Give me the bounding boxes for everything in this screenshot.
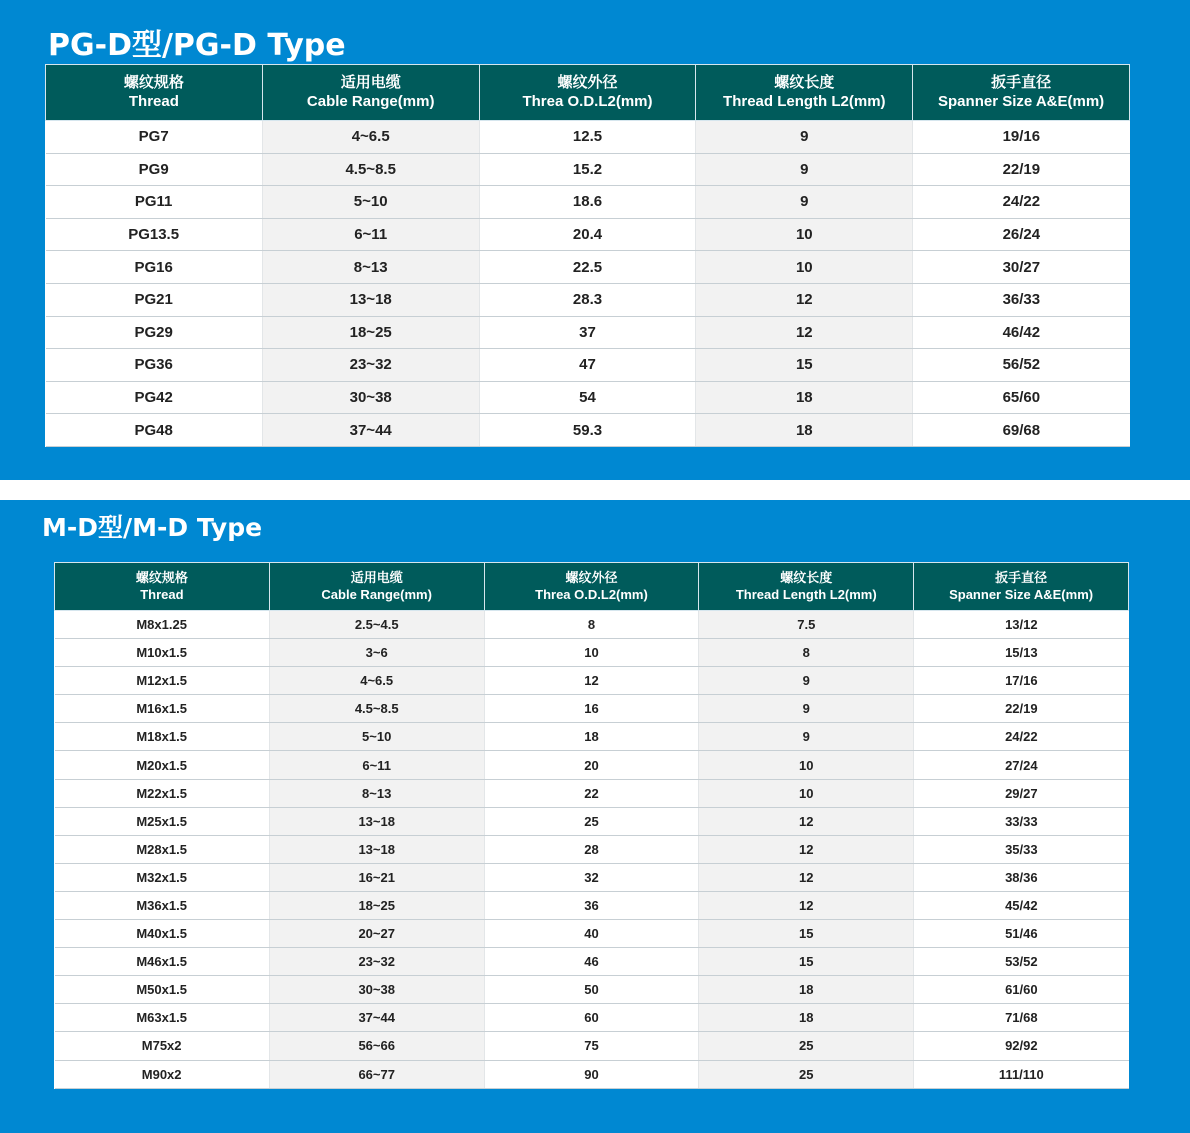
pg-d-spec-table (45, 64, 1130, 447)
header-zh: 适用电缆 (340, 73, 401, 91)
cell-thread-od: 20.4 (479, 218, 696, 251)
cell-thread: PG16 (46, 251, 263, 284)
cell-thread-length: 15 (699, 920, 914, 948)
cell-thread-length: 25 (699, 1060, 914, 1088)
cell-spanner-size: 36/33 (913, 283, 1130, 316)
cell-cable-range: 4~6.5 (269, 667, 484, 695)
cell-cable-range: 16~21 (269, 863, 484, 891)
cell-spanner-size: 61/60 (914, 976, 1129, 1004)
cell-thread: PG9 (46, 153, 263, 186)
table-row (55, 835, 1129, 863)
cell-thread: M18x1.5 (55, 723, 270, 751)
table-row (55, 891, 1129, 919)
cell-spanner-size: 51/46 (914, 920, 1129, 948)
cell-thread: M50x1.5 (55, 976, 270, 1004)
cell-thread-length: 12 (696, 316, 913, 349)
cell-spanner-size: 38/36 (914, 863, 1129, 891)
cell-thread-od: 47 (479, 349, 696, 382)
table-row (55, 611, 1129, 639)
header-en: Cable Range(mm) (306, 92, 435, 110)
cell-thread-od: 32 (484, 863, 699, 891)
header-zh: 螺纹外径 (557, 73, 618, 91)
header-en: Spanner Size A&E(mm) (938, 92, 1105, 110)
cell-spanner-size: 30/27 (913, 251, 1130, 284)
cell-thread-length: 8 (699, 639, 914, 667)
table-row (55, 1004, 1129, 1032)
header-zh: 螺纹规格 (123, 73, 184, 91)
header-cable-range (269, 563, 484, 611)
cell-cable-range: 23~32 (269, 948, 484, 976)
cell-thread: PG29 (46, 316, 263, 349)
table-row (55, 779, 1129, 807)
cell-thread: M90x2 (55, 1060, 270, 1088)
cell-thread-od: 36 (484, 891, 699, 919)
cell-thread-od: 75 (484, 1032, 699, 1060)
cell-thread: PG13.5 (46, 218, 263, 251)
cell-cable-range: 6~11 (269, 751, 484, 779)
cell-cable-range: 3~6 (269, 639, 484, 667)
cell-spanner-size: 15/13 (914, 639, 1129, 667)
table-row (55, 639, 1129, 667)
cell-thread-length: 18 (696, 414, 913, 447)
cell-thread-od: 16 (484, 695, 699, 723)
cell-spanner-size: 65/60 (913, 381, 1130, 414)
cell-spanner-size: 56/52 (913, 349, 1130, 382)
cell-spanner-size: 24/22 (913, 186, 1130, 219)
cell-spanner-size: 46/42 (913, 316, 1130, 349)
cell-thread: M16x1.5 (55, 695, 270, 723)
cell-thread-od: 8 (484, 611, 699, 639)
cell-spanner-size: 29/27 (914, 779, 1129, 807)
cell-spanner-size: 33/33 (914, 807, 1129, 835)
cell-thread-length: 12 (699, 891, 914, 919)
cell-thread-od: 60 (484, 1004, 699, 1032)
header-en: Thread (140, 586, 184, 602)
header-en: Thread Length L2(mm) (723, 92, 886, 110)
table-row (46, 218, 1130, 251)
cell-spanner-size: 69/68 (913, 414, 1130, 447)
cell-thread-od: 50 (484, 976, 699, 1004)
cell-thread-od: 12 (484, 667, 699, 695)
table-row (46, 186, 1130, 219)
cell-thread-od: 20 (484, 751, 699, 779)
m-d-panel (0, 500, 1190, 1133)
cell-cable-range: 18~25 (269, 891, 484, 919)
table-body (46, 121, 1130, 447)
table-row (55, 863, 1129, 891)
cell-thread-length: 15 (696, 349, 913, 382)
pg-d-panel (0, 0, 1190, 480)
m-d-title: M-D型/M-D Type (42, 513, 263, 542)
cell-cable-range: 66~77 (269, 1060, 484, 1088)
cell-cable-range: 13~18 (262, 283, 479, 316)
cell-thread-od: 22.5 (479, 251, 696, 284)
header-thread-od (484, 563, 699, 611)
cell-thread: PG11 (46, 186, 263, 219)
cell-spanner-size: 24/22 (914, 723, 1129, 751)
cell-thread-od: 15.2 (479, 153, 696, 186)
table-row (55, 695, 1129, 723)
cell-thread-length: 9 (699, 667, 914, 695)
cell-thread-length: 25 (699, 1032, 914, 1060)
cell-spanner-size: 45/42 (914, 891, 1129, 919)
cell-thread-od: 28.3 (479, 283, 696, 316)
table-row (46, 349, 1130, 382)
cell-thread: M75x2 (55, 1032, 270, 1060)
table-row (55, 948, 1129, 976)
header-zh: 螺纹规格 (135, 570, 188, 586)
header-en: Thread Length L2(mm) (735, 586, 877, 602)
cell-thread: PG42 (46, 381, 263, 414)
cell-cable-range: 8~13 (262, 251, 479, 284)
header-zh: 螺纹长度 (774, 73, 835, 91)
cell-thread-length: 9 (696, 153, 913, 186)
cell-cable-range: 6~11 (262, 218, 479, 251)
cell-thread-length: 15 (699, 948, 914, 976)
header-en: Cable Range(mm) (321, 586, 432, 602)
header-thread (55, 563, 270, 611)
header-thread (46, 65, 263, 121)
header-zh: 扳手直径 (995, 570, 1048, 586)
cell-spanner-size: 22/19 (914, 695, 1129, 723)
cell-cable-range: 5~10 (262, 186, 479, 219)
cell-thread: PG21 (46, 283, 263, 316)
table-row (55, 751, 1129, 779)
pg-d-title: PG-D型/PG-D Type (48, 28, 346, 63)
cell-cable-range: 37~44 (269, 1004, 484, 1032)
table-header-row (46, 65, 1130, 121)
cell-spanner-size: 22/19 (913, 153, 1130, 186)
cell-cable-range: 56~66 (269, 1032, 484, 1060)
cell-cable-range: 30~38 (262, 381, 479, 414)
cell-thread-length: 18 (699, 1004, 914, 1032)
cell-spanner-size: 13/12 (914, 611, 1129, 639)
cell-thread-od: 12.5 (479, 121, 696, 154)
cell-thread-length: 12 (699, 863, 914, 891)
header-thread-length (699, 563, 914, 611)
cell-thread-length: 10 (696, 251, 913, 284)
cell-cable-range: 5~10 (269, 723, 484, 751)
cell-thread-od: 40 (484, 920, 699, 948)
table-row (55, 920, 1129, 948)
table-row (55, 1032, 1129, 1060)
cell-thread-length: 9 (699, 723, 914, 751)
header-zh: 适用电缆 (350, 570, 403, 586)
cell-thread: M36x1.5 (55, 891, 270, 919)
cell-spanner-size: 92/92 (914, 1032, 1129, 1060)
header-thread-od (479, 65, 696, 121)
cell-thread-od: 37 (479, 316, 696, 349)
cell-spanner-size: 26/24 (913, 218, 1130, 251)
table-row (55, 667, 1129, 695)
header-zh: 扳手直径 (991, 73, 1052, 91)
cell-cable-range: 13~18 (269, 835, 484, 863)
header-spanner-size (913, 65, 1130, 121)
cell-thread-length: 9 (696, 121, 913, 154)
cell-spanner-size: 35/33 (914, 835, 1129, 863)
cell-cable-range: 4~6.5 (262, 121, 479, 154)
cell-thread: M46x1.5 (55, 948, 270, 976)
header-zh: 螺纹外径 (565, 570, 618, 586)
cell-cable-range: 4.5~8.5 (269, 695, 484, 723)
cell-thread: M28x1.5 (55, 835, 270, 863)
cell-thread-length: 12 (699, 835, 914, 863)
header-cable-range (262, 65, 479, 121)
cell-thread-length: 9 (696, 186, 913, 219)
cell-thread: M63x1.5 (55, 1004, 270, 1032)
cell-cable-range: 18~25 (262, 316, 479, 349)
cell-thread: M22x1.5 (55, 779, 270, 807)
cell-thread-od: 25 (484, 807, 699, 835)
header-en: Spanner Size A&E(mm) (949, 586, 1094, 602)
cell-thread: PG7 (46, 121, 263, 154)
table-row (55, 807, 1129, 835)
cell-spanner-size: 53/52 (914, 948, 1129, 976)
cell-thread-length: 18 (696, 381, 913, 414)
cell-thread-od: 10 (484, 639, 699, 667)
cell-thread-od: 22 (484, 779, 699, 807)
cell-thread-length: 10 (699, 779, 914, 807)
header-en: Thread (128, 92, 179, 110)
cell-thread-od: 46 (484, 948, 699, 976)
cell-thread-od: 54 (479, 381, 696, 414)
header-spanner-size (914, 563, 1129, 611)
cell-spanner-size: 27/24 (914, 751, 1129, 779)
cell-cable-range: 23~32 (262, 349, 479, 382)
cell-thread: M12x1.5 (55, 667, 270, 695)
table-row (46, 251, 1130, 284)
m-d-spec-table (54, 562, 1129, 1089)
cell-thread-od: 18 (484, 723, 699, 751)
header-zh: 螺纹长度 (780, 570, 833, 586)
cell-thread-od: 18.6 (479, 186, 696, 219)
cell-thread-length: 18 (699, 976, 914, 1004)
header-thread-length (696, 65, 913, 121)
cell-thread-od: 59.3 (479, 414, 696, 447)
cell-cable-range: 13~18 (269, 807, 484, 835)
table-row (46, 316, 1130, 349)
cell-cable-range: 8~13 (269, 779, 484, 807)
header-en: Threa O.D.L2(mm) (522, 92, 653, 110)
table-row (55, 723, 1129, 751)
cell-thread-length: 12 (696, 283, 913, 316)
cell-cable-range: 20~27 (269, 920, 484, 948)
cell-thread-length: 7.5 (699, 611, 914, 639)
cell-cable-range: 37~44 (262, 414, 479, 447)
cell-thread: M25x1.5 (55, 807, 270, 835)
cell-thread: PG48 (46, 414, 263, 447)
table-body (55, 611, 1129, 1089)
table-row (46, 121, 1130, 154)
cell-thread-od: 28 (484, 835, 699, 863)
table-row (55, 976, 1129, 1004)
table-row (46, 153, 1130, 186)
cell-thread: M8x1.25 (55, 611, 270, 639)
table-header-row (55, 563, 1129, 611)
cell-spanner-size: 19/16 (913, 121, 1130, 154)
cell-cable-range: 30~38 (269, 976, 484, 1004)
table-row (46, 381, 1130, 414)
cell-thread-length: 10 (699, 751, 914, 779)
cell-spanner-size: 71/68 (914, 1004, 1129, 1032)
cell-thread: M32x1.5 (55, 863, 270, 891)
cell-spanner-size: 111/110 (914, 1060, 1129, 1088)
header-en: Threa O.D.L2(mm) (535, 586, 648, 602)
table-row (46, 414, 1130, 447)
cell-cable-range: 4.5~8.5 (262, 153, 479, 186)
cell-thread-length: 10 (696, 218, 913, 251)
cell-cable-range: 2.5~4.5 (269, 611, 484, 639)
table-row (46, 283, 1130, 316)
cell-thread: PG36 (46, 349, 263, 382)
cell-thread-length: 12 (699, 807, 914, 835)
cell-thread-length: 9 (699, 695, 914, 723)
table-row (55, 1060, 1129, 1088)
cell-thread: M20x1.5 (55, 751, 270, 779)
cell-spanner-size: 17/16 (914, 667, 1129, 695)
cell-thread: M10x1.5 (55, 639, 270, 667)
cell-thread-od: 90 (484, 1060, 699, 1088)
cell-thread: M40x1.5 (55, 920, 270, 948)
